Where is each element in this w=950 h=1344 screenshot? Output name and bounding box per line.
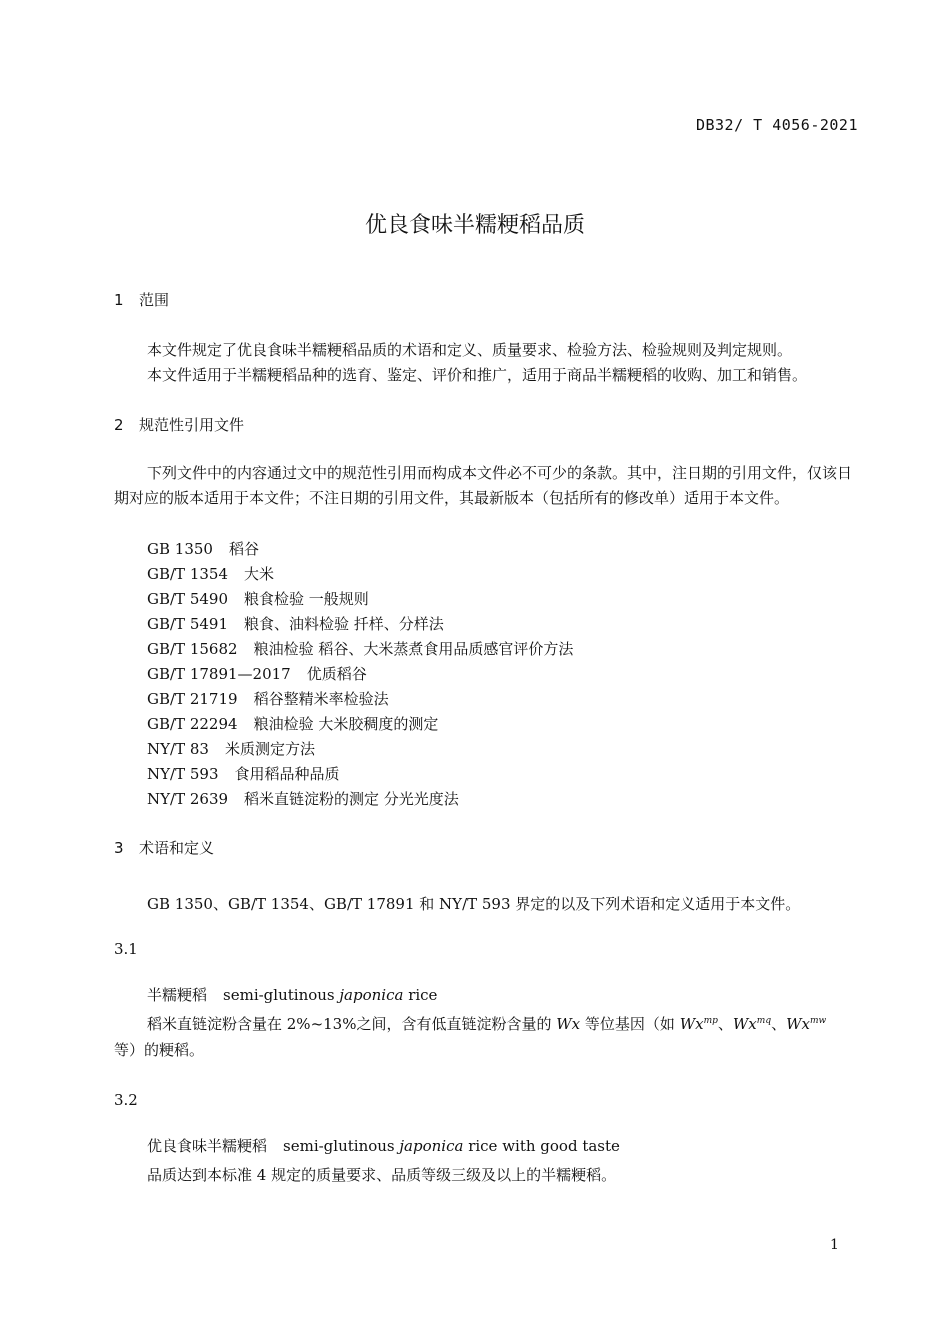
reference-name: 食用稻品种品质 bbox=[234, 765, 340, 783]
section-number: 2 bbox=[114, 416, 124, 434]
term-3-1-definition: 稻米直链淀粉含量在 2%~13%之间，含有低直链淀粉含量的 Wx 等位基因（如 $Wx^{mp}$、$Wx^{mq}$、$Wx^{mw}$ bbox=[147, 1015, 827, 1033]
term-chinese: 优良食味半糯粳稻 bbox=[147, 1137, 268, 1155]
reference-code: GB/T 1354 bbox=[147, 565, 229, 583]
reference-name: 粮油检验 大米胶稠度的测定 bbox=[253, 715, 439, 733]
reference-code: GB/T 17891—2017 bbox=[147, 665, 291, 683]
term-chinese: 半糯粳稻 bbox=[147, 986, 208, 1004]
reference-name: 大米 bbox=[244, 565, 275, 583]
reference-name: 稻谷 bbox=[228, 540, 259, 558]
term-3-1-definition-cont: 等）的粳稻。 bbox=[114, 1041, 205, 1059]
reference-name: 粮食、油料检验 扦样、分样法 bbox=[244, 615, 444, 633]
section-title: 范围 bbox=[139, 291, 170, 309]
reference-item bbox=[147, 638, 573, 659]
document-number: DB32/ T 4056-2021 bbox=[695, 116, 858, 134]
reference-item bbox=[147, 713, 438, 734]
term-3-1 bbox=[147, 984, 437, 1005]
reference-item bbox=[147, 788, 459, 809]
clause-number-3-1: 3.1 bbox=[114, 940, 138, 958]
reference-code: NY/T 83 bbox=[147, 740, 209, 758]
reference-name: 稻谷整精米率检验法 bbox=[253, 690, 389, 708]
reference-code: NY/T 593 bbox=[147, 765, 219, 783]
reference-code: NY/T 2639 bbox=[147, 790, 229, 808]
section-heading-2 bbox=[114, 414, 244, 435]
reference-item bbox=[147, 538, 259, 559]
page-title: 优良食味半糯粳稻品质 bbox=[364, 213, 585, 238]
reference-name: 粮油检验 稻谷、大米蒸煮食用品质感官评价方法 bbox=[253, 640, 574, 658]
reference-code: GB/T 22294 bbox=[147, 715, 238, 733]
reference-name: 米质测定方法 bbox=[224, 740, 315, 758]
section-heading-1 bbox=[114, 289, 169, 310]
term-3-2 bbox=[147, 1135, 620, 1156]
term-english: semi-glutinous japonica rice bbox=[223, 986, 438, 1004]
reference-item bbox=[147, 563, 274, 584]
scope-paragraph-1: 本文件规定了优良食味半糯粳稻品质的术语和定义、质量要求、检验方法、检验规则及判定规则。 bbox=[147, 341, 793, 359]
section-number: 1 bbox=[114, 291, 124, 309]
section-heading-3 bbox=[114, 837, 214, 858]
reference-item bbox=[147, 588, 369, 609]
reference-name: 稻米直链淀粉的测定 分光光度法 bbox=[244, 790, 459, 808]
reference-name: 优质稻谷 bbox=[306, 665, 367, 683]
normative-references-intro: 下列文件中的内容通过文中的规范性引用而构成本文件必不可少的条款。其中，注日期的引用文件，仅该日期对应的版本适用于本文件；不注日期的引用文件，其最新版本（包括所有的修改单）适用于本文件。 bbox=[114, 464, 853, 507]
reference-item bbox=[147, 763, 340, 784]
reference-item bbox=[147, 738, 315, 759]
page-number: 1 bbox=[830, 1237, 839, 1253]
terms-intro: GB 1350、GB/T 1354、GB/T 17891 和 NY/T 593 界定的以及下列术语和定义适用于本文件。 bbox=[147, 895, 801, 913]
reference-code: GB/T 15682 bbox=[147, 640, 238, 658]
clause-number-3-2: 3.2 bbox=[114, 1091, 138, 1109]
reference-code: GB/T 5491 bbox=[147, 615, 229, 633]
reference-item bbox=[147, 663, 367, 684]
scope-paragraph-2: 本文件适用于半糯粳稻品种的选育、鉴定、评价和推广，适用于商品半糯粳稻的收购、加工和销售。 bbox=[147, 366, 808, 384]
reference-code: GB/T 21719 bbox=[147, 690, 238, 708]
reference-name: 粮食检验 一般规则 bbox=[244, 590, 369, 608]
section-title: 术语和定义 bbox=[139, 839, 215, 857]
section-title: 规范性引用文件 bbox=[139, 416, 245, 434]
reference-code: GB/T 5490 bbox=[147, 590, 229, 608]
reference-item bbox=[147, 613, 444, 634]
section-number: 3 bbox=[114, 839, 124, 857]
term-english: semi-glutinous japonica rice with good taste bbox=[283, 1137, 620, 1155]
term-3-2-definition: 品质达到本标准 4 规定的质量要求、品质等级三级及以上的半糯粳稻。 bbox=[147, 1166, 617, 1184]
reference-item bbox=[147, 688, 389, 709]
reference-code: GB 1350 bbox=[147, 540, 213, 558]
